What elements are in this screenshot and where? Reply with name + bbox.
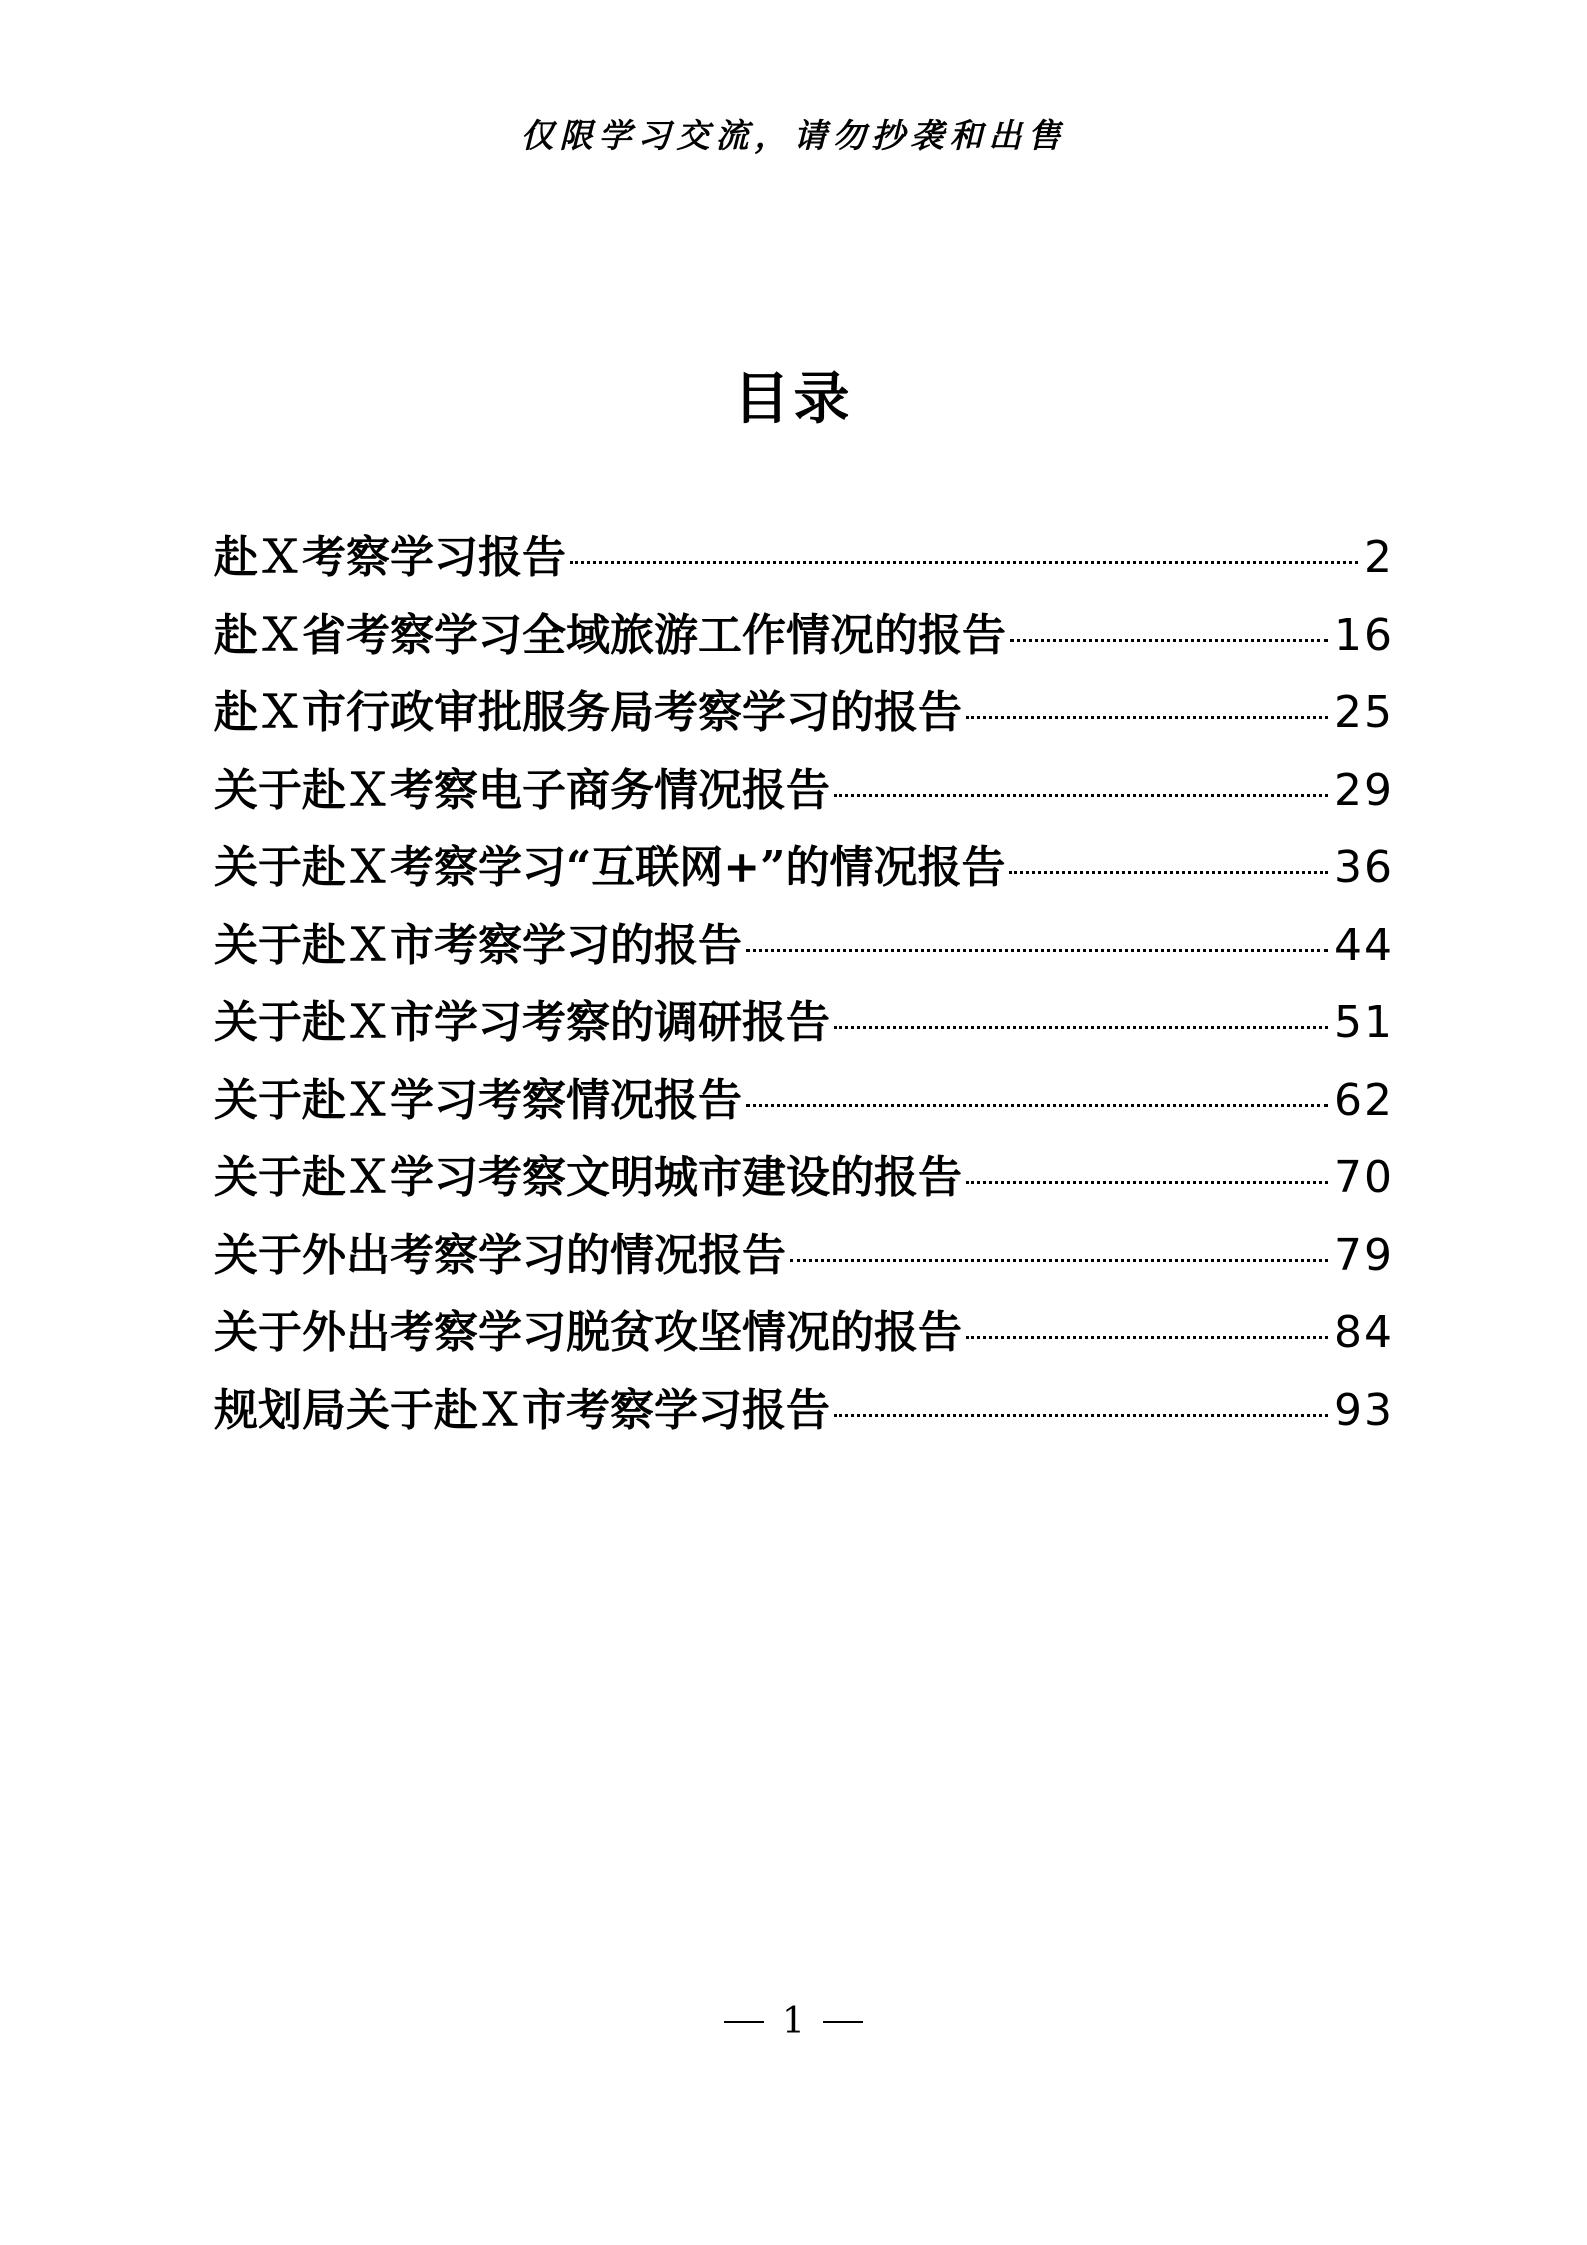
toc-dot-leader	[834, 794, 1328, 797]
toc-entry[interactable]	[214, 674, 1394, 752]
toc-entry-page: 2	[1364, 532, 1394, 583]
toc-dot-leader	[834, 1026, 1328, 1029]
toc-entry-title[interactable]: 关于赴Ｘ市学习考察的调研报告	[214, 997, 830, 1048]
toc-entry-page: 25	[1334, 687, 1394, 738]
toc-dot-leader	[790, 1259, 1328, 1262]
toc-entry-title[interactable]: 关于赴Ｘ考察电子商务情况报告	[214, 764, 830, 816]
toc-dot-leader	[746, 949, 1328, 952]
toc-entry-page: 84	[1334, 1307, 1394, 1358]
toc-entry-title[interactable]: 关于赴Ｘ市考察学习的报告	[214, 919, 742, 971]
toc-dot-leader	[834, 1414, 1328, 1417]
toc-entry[interactable]	[214, 1217, 1394, 1295]
toc-entry[interactable]	[214, 907, 1394, 985]
header-notice: 仅限学习交流，请勿抄袭和出售	[520, 116, 1067, 155]
toc-entry-page: 79	[1334, 1229, 1394, 1281]
toc-entry-title[interactable]: 赴Ｘ省考察学习全域旅游工作情况的报告	[214, 609, 1006, 661]
table-of-contents	[214, 519, 1394, 1449]
page-title: 目录	[733, 367, 854, 432]
toc-entry-page: 51	[1334, 997, 1394, 1048]
toc-entry[interactable]	[214, 1372, 1394, 1450]
toc-dot-leader	[1010, 639, 1328, 642]
toc-dot-leader	[746, 1104, 1328, 1107]
toc-entry[interactable]	[214, 597, 1394, 675]
toc-entry[interactable]	[214, 1062, 1394, 1140]
toc-entry-page: 62	[1334, 1074, 1394, 1126]
footer-dash-right	[823, 2021, 863, 2023]
toc-entry-title[interactable]: 赴Ｘ考察学习报告	[214, 532, 566, 583]
toc-entry-page: 29	[1334, 764, 1394, 816]
toc-entry-title[interactable]: 关于赴Ｘ考察学习“互联网+”的情况报告	[214, 842, 1006, 893]
footer-dash-left	[724, 2021, 764, 2023]
toc-entry[interactable]	[214, 752, 1394, 830]
toc-entry-title[interactable]: 关于外出考察学习脱贫攻坚情况的报告	[214, 1307, 962, 1358]
toc-entry-title[interactable]: 规划局关于赴Ｘ市考察学习报告	[214, 1384, 830, 1436]
toc-dot-leader	[966, 1181, 1328, 1184]
toc-entry[interactable]	[214, 519, 1394, 597]
toc-entry[interactable]	[214, 1294, 1394, 1372]
toc-dot-leader	[966, 1336, 1328, 1339]
toc-entry-title[interactable]: 关于赴Ｘ学习考察情况报告	[214, 1074, 742, 1126]
toc-entry-page: 36	[1334, 842, 1394, 893]
toc-entry[interactable]	[214, 984, 1394, 1062]
toc-entry-title[interactable]: 关于外出考察学习的情况报告	[214, 1229, 786, 1281]
toc-entry-title[interactable]: 关于赴Ｘ学习考察文明城市建设的报告	[214, 1152, 962, 1203]
toc-entry-page: 44	[1334, 919, 1394, 971]
toc-dot-leader	[570, 561, 1358, 564]
toc-dot-leader	[1009, 871, 1328, 874]
toc-entry-page: 70	[1334, 1152, 1394, 1203]
toc-entry[interactable]	[214, 1139, 1394, 1217]
toc-entry-title[interactable]: 赴Ｘ市行政审批服务局考察学习的报告	[214, 687, 962, 738]
toc-entry-page: 93	[1334, 1384, 1394, 1436]
toc-entry-page: 16	[1334, 609, 1394, 661]
toc-dot-leader	[966, 716, 1328, 719]
toc-entry[interactable]	[214, 829, 1394, 907]
page-footer	[0, 1998, 1587, 2046]
page-number: 1	[782, 2001, 805, 2042]
